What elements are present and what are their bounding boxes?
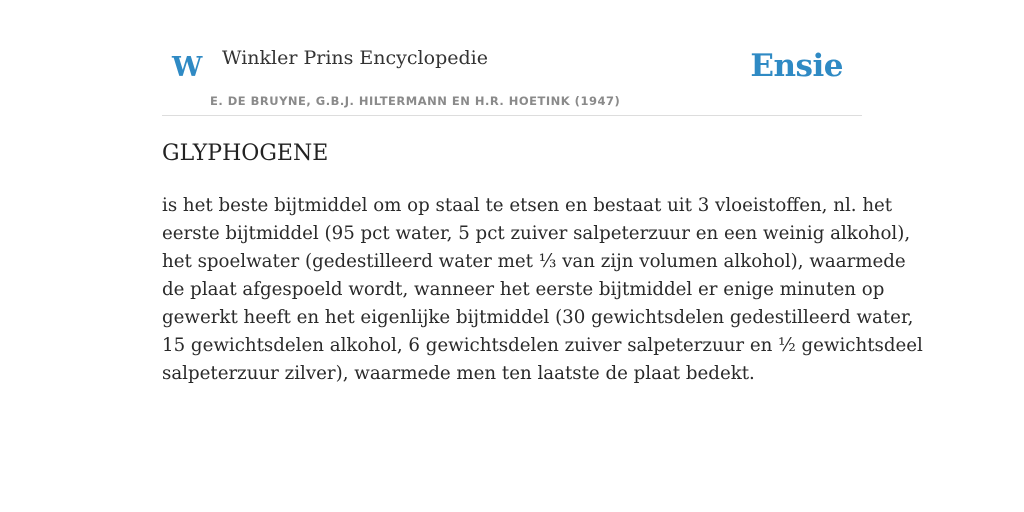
entry-body-line: de plaat afgespoeld wordt, wanneer het eerste bijtmiddel er enige minuten op (162, 279, 885, 300)
book-header (162, 0, 862, 116)
entry-body-line: salpeterzuur zilver), waarmede men ten laatste de plaat bedekt. (162, 363, 755, 384)
entry-body-line: gewerkt heeft en het eigenlijke bijtmiddel (30 gewichtsdelen gedestilleerd water, (162, 307, 914, 328)
book-authors: E. DE BRUYNE, G.B.J. HILTERMANN EN H.R. HOETINK (1947) (210, 94, 621, 108)
entry-body-line: is het beste bijtmiddel om op staal te etsen en bestaat uit 3 vloeistoffen, nl. het (162, 195, 893, 216)
entry-body (162, 192, 923, 388)
entry-body-line: het spoelwater (gedestilleerd water met ⅓ van zijn volumen alkohol), waarmede (162, 251, 906, 272)
ensie-logo[interactable]: Ensie (750, 48, 843, 84)
entry-title: GLYPHOGENE (162, 141, 329, 166)
page-content (162, 0, 923, 384)
book-logo[interactable]: W (172, 52, 203, 83)
book-title[interactable]: Winkler Prins Encyclopedie (222, 47, 488, 69)
entry-body-line: eerste bijtmiddel (95 pct water, 5 pct zuiver salpeterzuur en een weinig alkohol), (162, 223, 911, 244)
entry-body-line: 15 gewichtsdelen alkohol, 6 gewichtsdelen zuiver salpeterzuur en ½ gewichtsdeel (162, 335, 923, 356)
